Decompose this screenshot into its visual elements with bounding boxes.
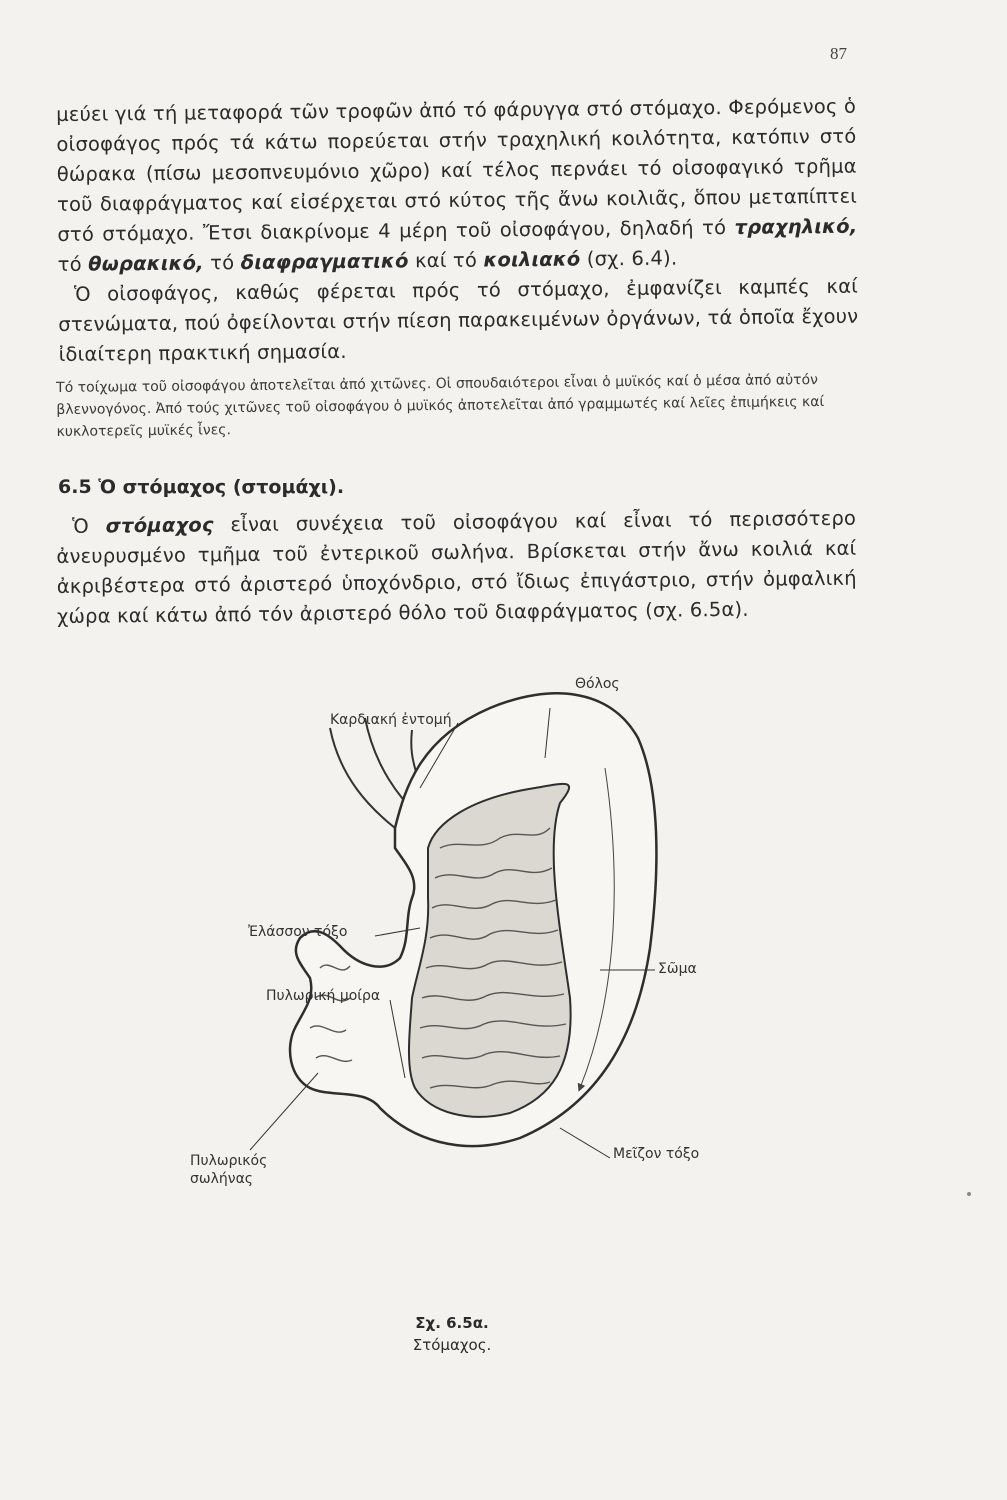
- label-fundus: Θόλος: [575, 676, 620, 692]
- section-text-a: Ὁ: [72, 514, 106, 538]
- term-thoracic: θωρακικό,: [88, 251, 204, 276]
- section-heading: 6.5 Ὁ στόμαχος (στομάχι).: [58, 476, 345, 498]
- term-abdominal: κοιλιακό: [483, 247, 581, 272]
- label-pyloric-part: Πυλωρική μοίρα: [266, 988, 381, 1004]
- label-lesser-curvature: Ἐλάσσον τόξο: [248, 924, 348, 940]
- paragraph-esophagus-curves: Ὁ οἰσοφάγος, καθώς φέρεται πρός τό στόμαχο, ἐμφανίζει καμπές καί στενώματα, πού ὀφείλονται στήν πίεση παρακειμένων ὀργάνων, τά ὁποῖα ἔχουν ἰδιαίτερη πρακτική σημασία.: [58, 274, 859, 366]
- paragraph1-text-e: (σχ. 6.4).: [580, 246, 678, 271]
- paragraph1-text-c: τό: [203, 251, 241, 275]
- leader-pyloric-canal: [250, 1073, 318, 1150]
- page-number: 87: [830, 44, 847, 63]
- paragraph1-text-d: καί τό: [408, 248, 484, 273]
- main-text-block: [56, 92, 859, 370]
- caption-number: Σχ. 6.5α.: [415, 1314, 489, 1332]
- stomach-figure: [190, 668, 760, 1228]
- label-cardiac-notch: Καρδιακή ἐντομή: [330, 712, 452, 728]
- term-stomach: στόμαχος: [105, 513, 214, 538]
- label-pyloric-canal: Πυλωρικός σωλήνας: [190, 1153, 268, 1187]
- label-greater-curvature: Μεῖζον τόξο: [613, 1146, 700, 1162]
- stomach-illustration: [190, 668, 760, 1228]
- paragraph1-text-a: μεύει γιά τή μεταφορά τῶν τροφῶν ἀπό τό φάρυγγα στό στόμαχο. Φερόμενος ὁ οἰσοφάγος πρός τά κάτω πορεύεται στήν τραχηλική κοιλότητα, κατόπιν στό θώρακα (πίσω μεσοπνευμόνιο χῶρο) καί τέλος περνάει τό οἰσοφαγικό τρῆμα τοῦ διαφράγματος καί εἰσέρχεται στό κύτος τῆς ἄνω κοιλιᾶς, ὅπου μεταπίπτει στό στόμαχο. Ἔτσι διακρίνομε 4 μέρη τοῦ οἰσοφάγου, δηλαδή τό: [56, 94, 858, 246]
- scan-speck: [967, 1192, 971, 1196]
- paragraph1-text-b: τό: [57, 252, 89, 276]
- section-text-b: εἶναι συνέχεια τοῦ οἰσοφάγου καί εἶναι τό περισσότερο ἀνευρυσμένο τμῆμα τοῦ ἐντερικοῦ σωλήνα. Βρίσκεται στήν ἄνω κοιλιά καί ἀκριβέστερα στό ἀριστερό ὑποχόνδριο, στό ἴδιως ἐπιγάστριο, στήν ὀμφαλική χώρα καί κάτω ἀπό τόν ἀριστερό θόλο τοῦ διαφράγματος (σχ. 6.5α).: [56, 506, 857, 628]
- paragraph-esophagus-course: [56, 92, 858, 280]
- paragraph-stomach-intro: [56, 504, 857, 632]
- label-body: Σῶμα: [658, 961, 697, 977]
- leader-greater-curvature: [560, 1128, 610, 1158]
- small-print-note: Τό τοίχωμα τοῦ οἰσοφάγου ἀποτελεῖται ἀπό χιτῶνες. Οἱ σπουδαιότεροι εἶναι ὁ μυϊκός καί ὁ μέσα ἀπό αὐτόν βλεννογόνος. Ἀπό τούς χιτῶνες τοῦ οἰσοφάγου ὁ μυϊκός ἀποτελεῖται ἀπό γραμμωτές καί λεῖες ἐπιμήκεις καί κυκλοτερεῖς μυϊκές ἶνες.: [56, 372, 825, 440]
- figure-caption: [390, 1312, 514, 1356]
- term-diaphragmatic: διαφραγματικό: [240, 249, 409, 275]
- caption-title: Στόμαχος.: [412, 1336, 492, 1354]
- term-cervical: τραχηλικό,: [734, 214, 858, 239]
